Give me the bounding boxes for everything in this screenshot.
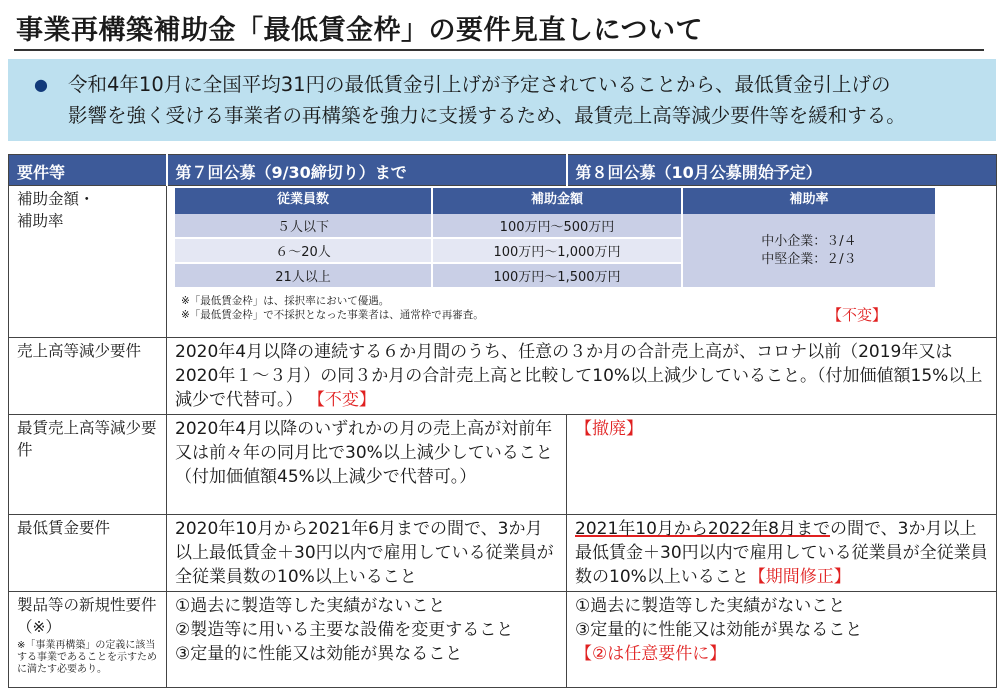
row-novelty [9, 592, 997, 688]
header-round8: 第８回公募（10月公募開始予定） [567, 155, 997, 186]
label-minwage-sales-decline: 最賃売上高等減少要件 [9, 415, 167, 515]
label-subsidy-1: 補助金額・ [17, 190, 95, 208]
subsidy-note-1: ※「最低賃金枠」は、採択率において優遇。 [181, 295, 390, 307]
sub-row [175, 214, 937, 239]
row-minwage-sales-decline [9, 415, 997, 515]
subsidy-content [167, 186, 997, 338]
status-abolished: 【撤廃】 [567, 415, 997, 515]
sub-employees: ６～20人 [175, 239, 433, 264]
label-subsidy-2: 補助率 [17, 212, 64, 230]
rate-sme: 中小企業：３/４ [761, 233, 857, 249]
header-requirement: 要件等 [9, 155, 167, 186]
label-novelty: 製品等の新規性要件（※） [17, 596, 157, 636]
row-minwage [9, 515, 997, 592]
label-minwage: 最低賃金要件 [9, 515, 167, 592]
subsidy-note-2: ※「最低賃金枠」で不採択となった事業者は、通常枠で再審査。 [181, 309, 484, 321]
sub-header-employees: 従業員数 [175, 188, 433, 214]
label-sales-decline: 売上高等減少要件 [9, 338, 167, 415]
novelty-item: ③定量的に性能又は効能が異なること [175, 644, 463, 664]
minwage-text-round8 [567, 515, 997, 592]
minwage-text-rest: の間で、3か月以上最低賃金＋30円以内で雇用している従業員が全従業員数の10%以上いること [575, 519, 988, 587]
sub-header-rate: 補助率 [683, 188, 937, 214]
subsidy-subtable [175, 188, 937, 289]
sub-employees: ５人以下 [175, 214, 433, 239]
requirements-table [8, 154, 997, 688]
rate-midsize: 中堅企業：２/３ [761, 251, 857, 267]
bullet-icon: ● [34, 75, 48, 94]
summary-line-1: 令和4年10月に全国平均31円の最低賃金引上げが予定されていることから、最低賃金引上げの [68, 73, 891, 96]
novelty-item: ③定量的に性能又は効能が異なること [575, 620, 863, 640]
sales-decline-body: 2020年4月以降の連続する６か月間のうち、任意の３か月の合計売上高が、コロナ以前（2019年又は2020年１～３月）の同３か月の合計売上高と比較して10%以上減少していること。（付加価値額15%以上減少で代替可。） [175, 342, 983, 410]
page-title: 事業再構築補助金「最低賃金枠」の要件見直しについて [16, 15, 703, 46]
row-subsidy [9, 186, 997, 338]
novelty-note: ※「事業再構築」の定義に該当する事業であることを示すために満たす必要あり。 [17, 640, 157, 675]
title-underline [14, 49, 984, 51]
sub-amount: 100万円～500万円 [433, 214, 683, 239]
sub-employees: 21人以上 [175, 264, 433, 289]
status-unchanged: 【不変】 [307, 390, 376, 410]
header-row [9, 155, 997, 186]
sales-decline-text [167, 338, 997, 415]
summary-box [8, 59, 996, 141]
minwage-period: 2021年10月から2022年8月まで [575, 519, 830, 539]
label-novelty-cell [9, 592, 167, 688]
status-period-revised: 【期間修正】 [748, 567, 851, 587]
summary-line-2: 影響を強く受ける事業者の再構築を強力に支援するため、最賃売上高等減少要件等を緩和する。 [68, 104, 906, 127]
novelty-items-round7 [167, 592, 567, 688]
minwage-text-round7: 2020年10月から2021年6月までの間で、3か月以上最低賃金＋30円以内で雇用している従業員が全従業員数の10%以上いること [167, 515, 567, 592]
subsidy-notes [181, 294, 484, 322]
sub-amount: 100万円～1,000万円 [433, 239, 683, 264]
minwage-sales-decline-text: 2020年4月以降のいずれかの月の売上高が対前年又は前々年の同月比で30%以上減少していること（付加価値額45%以上減少で代替可。） [167, 415, 567, 515]
sub-rate [683, 214, 937, 289]
label-subsidy [9, 186, 167, 338]
sub-header-amount: 補助金額 [433, 188, 683, 214]
status-unchanged: 【不変】 [827, 306, 888, 324]
novelty-item: ②製造等に用いる主要な設備を変更すること [175, 620, 514, 640]
row-sales-decline [9, 338, 997, 415]
novelty-items-round8 [567, 592, 997, 688]
novelty-item: ①過去に製造等した実績がないこと [575, 596, 846, 616]
status-optional: 【②は任意要件に】 [575, 644, 727, 664]
header-round7: 第７回公募（9/30締切り）まで [167, 155, 567, 186]
sub-amount: 100万円～1,500万円 [433, 264, 683, 289]
novelty-item: ①過去に製造等した実績がないこと [175, 596, 446, 616]
